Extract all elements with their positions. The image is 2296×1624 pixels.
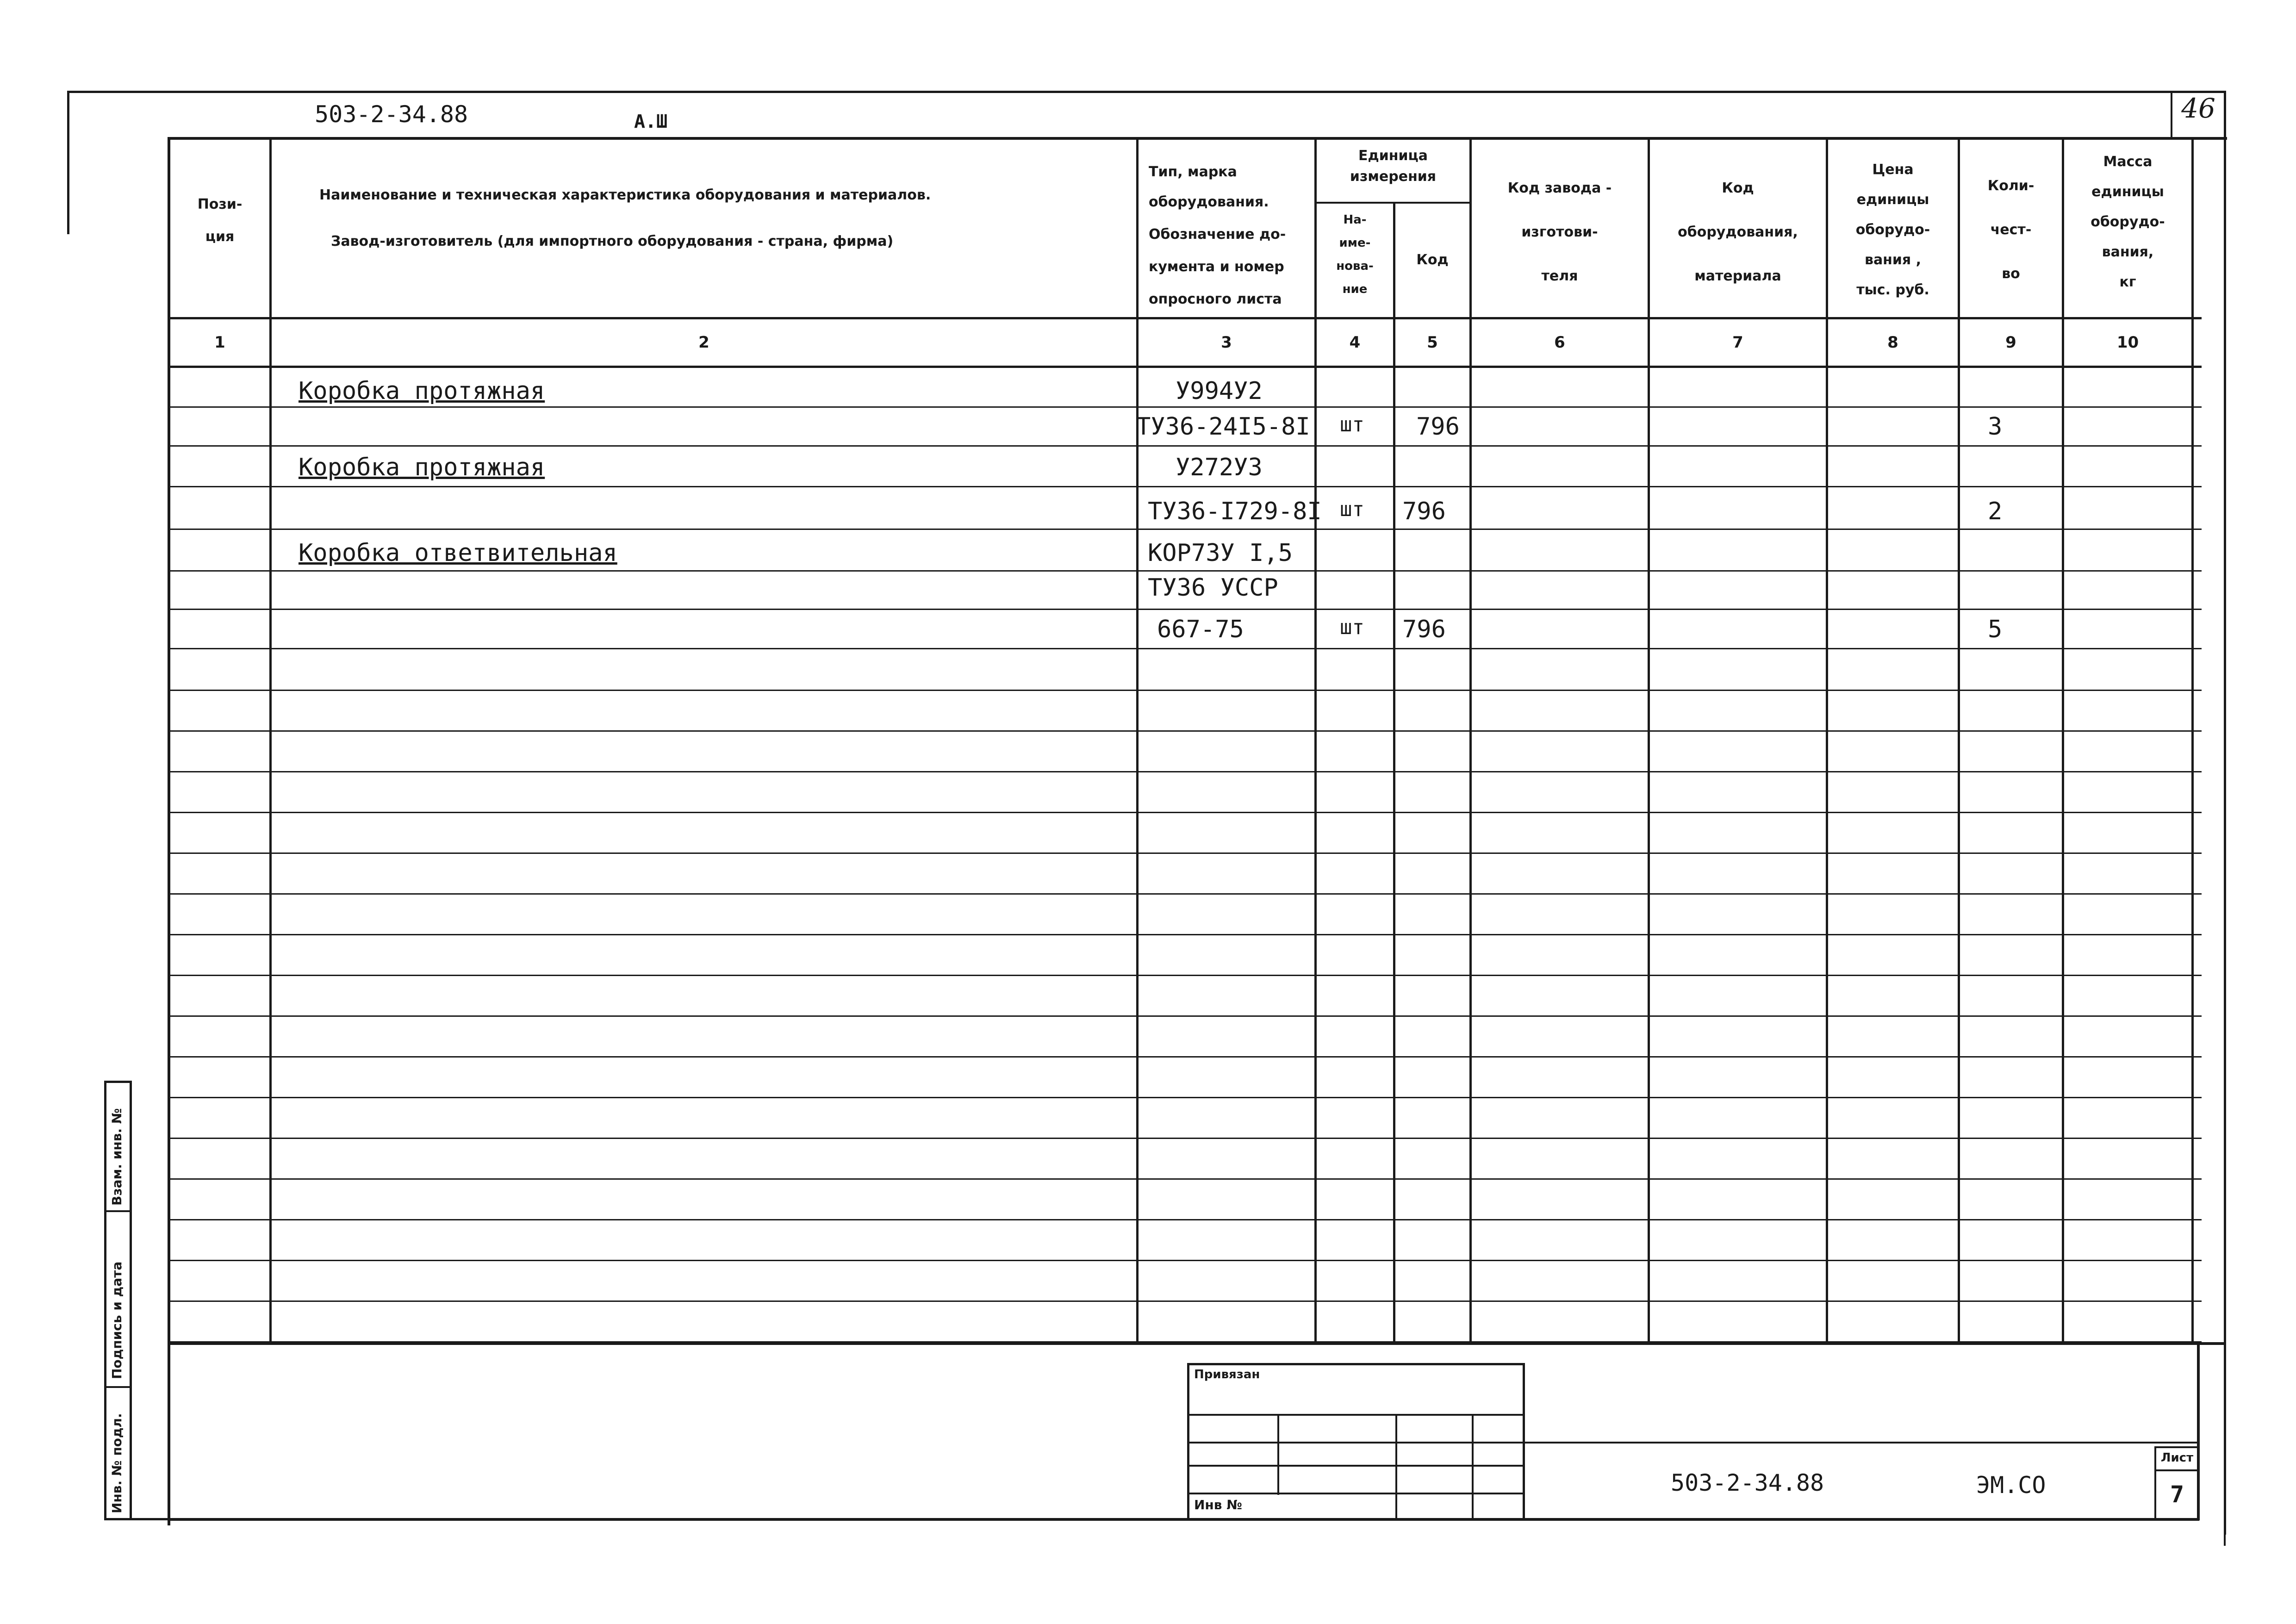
colnum-5: 5 [1427,333,1438,352]
privyazan-label: Привязан [1194,1368,1260,1381]
frame-top-line [67,91,2226,93]
row-line [168,1341,2202,1343]
album-label: А.Ш [634,111,668,132]
side-stamp-div2 [104,1386,132,1388]
row-7-type: 667-75 [1157,616,1244,643]
side-stamp-div1 [104,1210,132,1212]
hdr-col10-line5: кг [2119,274,2136,290]
col-sep-9 [2062,137,2064,1345]
frame-right-tail [2224,1520,2226,1546]
priv-row-4 [1187,1493,1525,1494]
row-4-qty: 2 [1988,498,2003,525]
row-line [168,1300,2202,1302]
unit-group-divider [1314,202,1472,204]
hdr-col8-line3: оборудо- [1855,222,1930,238]
sheet-label: Лист [2160,1451,2194,1465]
col-sep-6 [1648,137,1650,1345]
colnum-10: 10 [2116,333,2139,352]
row-line [168,812,2202,813]
hdr-col9-line2: чест- [1990,222,2032,238]
priv-row-2 [1187,1442,1525,1444]
side-stamp-field-2: Подпись и дата [109,1261,124,1379]
hdr-col3-line4: кумента и номер [1149,259,1284,275]
priv-row-3 [1187,1465,1525,1467]
row-2-code: 796 [1416,413,1460,441]
hdr-col6-line3: теля [1541,268,1578,284]
hdr-unit-group-line2: измерения [1350,168,1437,185]
row-6-type: ТУ36 УССР [1148,574,1278,602]
hdr-col2-line1: Наименование и техническая характеристика оборудования и материалов. [319,187,931,203]
row-line [168,852,2202,854]
row-2-type: ТУ36-24I5-8I [1136,413,1310,441]
colnum-bottom-border [168,366,2202,368]
page-number: 46 [2181,93,2215,124]
row-line [168,1097,2202,1098]
colnum-7: 7 [1732,333,1743,352]
row-line [168,1015,2202,1017]
row-7-code: 796 [1402,616,1446,643]
col-sep-3 [1314,137,1317,1345]
hdr-col10-line1: Масса [2103,154,2153,170]
sheet-box-left [2154,1446,2156,1520]
hdr-col2-line2: Завод-изготовитель (для импортного оборудования - страна, фирма) [331,233,894,249]
row-1-type: У994У2 [1176,377,1263,405]
row-7-qty: 5 [1988,616,2003,643]
frame-left-mark [67,91,69,234]
side-stamp-field-1: Взам. инв. № [109,1108,124,1206]
col-sep-5 [1469,137,1472,1345]
priv-box-top [1187,1363,1525,1365]
hdr-col6-line2: изготови- [1521,224,1598,240]
row-line [168,648,2202,649]
side-stamp-top [104,1081,132,1083]
row-line [168,1219,2202,1220]
row-line [168,445,2202,447]
hdr-col8-line5: тыс. руб. [1856,282,1929,298]
hdr-col8-line2: единицы [1856,192,1929,208]
hdr-col6-line1: Код завода - [1507,180,1612,196]
hdr-col4-line4: ние [1342,282,1368,296]
colnum-6: 6 [1554,333,1565,352]
row-line [168,893,2202,895]
hdr-col5: Код [1416,252,1449,268]
col-sep-10 [2191,137,2194,1345]
hdr-col3-line1: Тип, марка [1149,164,1237,180]
hdr-col4-line2: име- [1339,236,1371,250]
hdr-col8-line4: вания , [1864,252,1922,268]
side-stamp-bottom [104,1518,169,1520]
row-3-type: У272У3 [1176,454,1263,481]
hdr-col3-line3: Обозначение до- [1149,226,1286,243]
hdr-col8-line1: Цена [1872,162,1914,178]
row-4-code: 796 [1402,498,1446,525]
sheet-box-top [2154,1446,2198,1448]
priv-row-1 [1187,1414,1525,1416]
row-1-name: Коробка протяжная [299,377,545,405]
side-stamp-left [104,1081,106,1520]
priv-col-1 [1277,1414,1279,1495]
sheet-box-mid [2154,1469,2198,1471]
row-line [168,529,2202,530]
hdr-col7-line2: оборудования, [1678,224,1798,240]
side-stamp-right [130,1081,132,1520]
row-4-unit: шт [1340,498,1364,521]
doc-code-top: 503-2-34.88 [315,101,468,128]
col-sep-4 [1393,202,1395,1345]
row-line [168,1138,2202,1139]
page-number-box-left [2171,91,2172,137]
row-7-unit: шт [1340,616,1364,639]
row-line [168,609,2202,610]
colnum-4: 4 [1349,333,1361,352]
hdr-col10-line2: единицы [2091,184,2164,200]
hdr-col10-line3: оборудо- [2091,214,2165,230]
hdr-col1-line1: Пози- [197,196,243,212]
col-sep-8 [1958,137,1960,1345]
row-line [168,1260,2202,1261]
bottom-frame-bottom [168,1518,2199,1521]
hdr-col9-line1: Коли- [1987,178,2035,194]
row-5-type: КОР73У I,5 [1148,539,1293,567]
row-2-unit: шт [1340,413,1364,436]
doc-mark: ЭМ.СО [1976,1472,2046,1499]
colnum-3: 3 [1221,333,1232,352]
table-top-border [168,137,2227,140]
row-3-name: Коробка протяжная [299,454,545,481]
frame-right-line [2224,91,2226,1535]
hdr-col4-line1: На- [1343,213,1367,227]
side-stamp-field-3: Инв. № подл. [109,1413,124,1513]
row-4-type: ТУ36-I729-8I [1148,498,1322,525]
row-line [168,486,2202,487]
stamp-top-line [1525,1442,2198,1444]
hdr-col7-line1: Код [1722,180,1754,196]
row-line [168,1056,2202,1058]
sheet-number: 7 [2170,1481,2184,1508]
hdr-col7-line3: материала [1694,268,1781,284]
hdr-col1-line2: ция [205,229,235,245]
row-line [168,570,2202,572]
colnum-8: 8 [1887,333,1898,352]
priv-col-3 [1472,1414,1474,1520]
row-line [168,771,2202,772]
hdr-unit-group-line1: Единица [1358,148,1428,164]
hdr-col3-line5: опросного листа [1149,291,1282,307]
row-2-qty: 3 [1988,413,2003,441]
doc-code-bottom: 503-2-34.88 [1671,1469,1824,1496]
hdr-col3-line2: оборудования. [1149,194,1269,210]
row-line [168,1178,2202,1180]
row-line [168,406,2202,408]
colnum-2: 2 [698,333,709,352]
row-line [168,730,2202,732]
hdr-col4-line3: нова- [1336,259,1374,273]
colnum-9: 9 [2005,333,2016,352]
hdr-col9-line3: во [2002,266,2020,282]
row-line [168,975,2202,976]
colnum-1: 1 [214,333,225,352]
col-sep-1 [269,137,272,1345]
row-line [168,690,2202,691]
inv-no-label: Инв № [1194,1497,1242,1512]
priv-col-2 [1395,1414,1397,1520]
col-sep-7 [1826,137,1828,1345]
row-line [168,934,2202,935]
col-sep-2 [1136,137,1139,1345]
hdr-col10-line4: вания, [2102,244,2154,260]
row-5-name: Коробка ответвительная [299,539,617,567]
